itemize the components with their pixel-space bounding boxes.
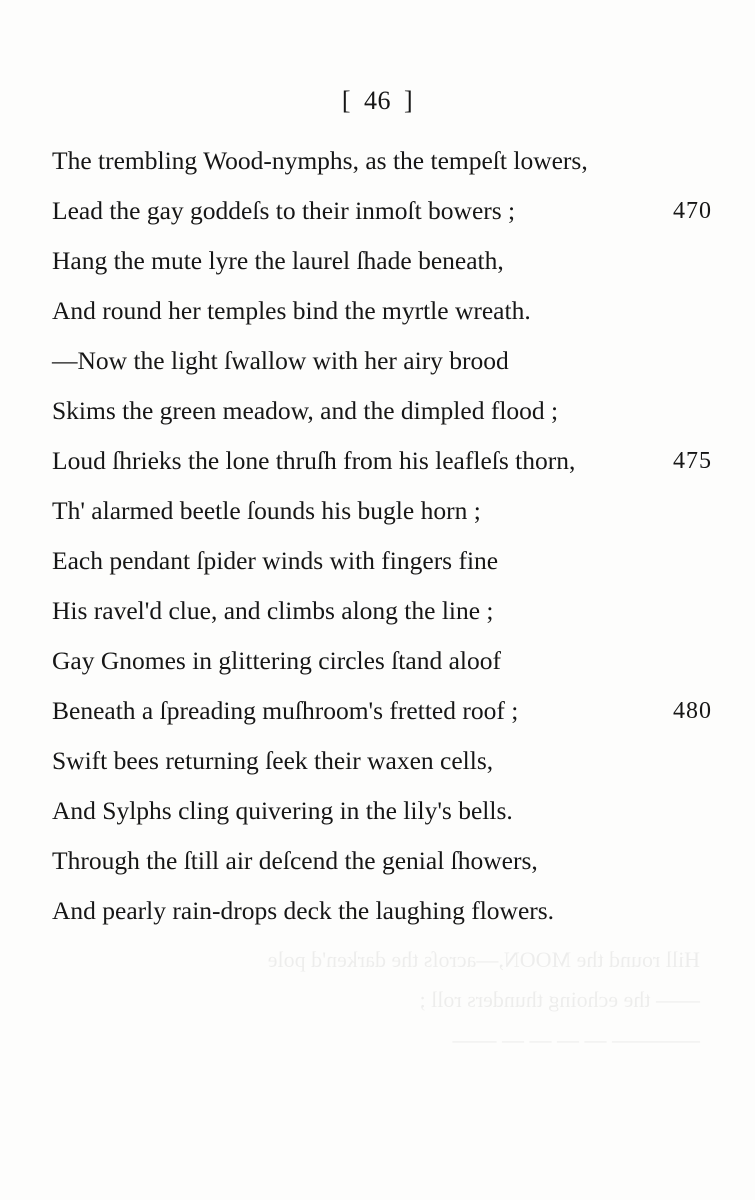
verse-line [52, 836, 722, 886]
verse-line-text: And round her temples bind the myrtle wreath. [52, 296, 531, 325]
verse-line [52, 736, 722, 786]
verse-line-text: Skims the green meadow, and the dimpled flood ; [52, 396, 559, 425]
line-number: 470 [673, 198, 712, 224]
verse-line [52, 436, 722, 486]
verse-line [52, 486, 722, 536]
line-number: 475 [673, 448, 712, 474]
verse-line [52, 186, 722, 236]
verse-line [52, 336, 722, 386]
verse-line [52, 236, 722, 286]
verse-line-text: Hang the mute lyre the laurel ſhade beneath, [52, 246, 504, 275]
verse-line-text: Each pendant ſpider winds with fingers fine [52, 546, 499, 575]
verse-line [52, 286, 722, 336]
verse-line [52, 686, 722, 736]
verse-line [52, 886, 722, 936]
verse-line [52, 136, 722, 186]
verse-line-text: Loud ſhrieks the lone thruſh from his leafleſs thorn, [52, 446, 576, 475]
verse-line-text: Swift bees returning ſeek their waxen cells, [52, 746, 494, 775]
verse-line [52, 536, 722, 586]
verse-line [52, 636, 722, 686]
verse-line-text: Beneath a ſpreading muſhroom's fretted roof ; [52, 696, 519, 725]
verse-line-text: Gay Gnomes in glittering circles ſtand aloof [52, 646, 501, 675]
page-number-value: 46 [364, 86, 391, 115]
verse-line-text: Through the ſtill air deſcend the genial ſhowers, [52, 846, 538, 875]
verse-line-text: Lead the gay goddeſs to their inmoſt bowers ; [52, 196, 516, 225]
verse-line [52, 386, 722, 436]
verse-line-text: Th' alarmed beetle ſounds his bugle horn ; [52, 496, 481, 525]
page-number-open-bracket: [ [341, 86, 351, 115]
line-number: 480 [673, 698, 712, 724]
page-number-close-bracket: ] [404, 86, 414, 115]
verse-line-text: And pearly rain-drops deck the laughing flowers. [52, 896, 555, 925]
verse-line-text: And Sylphs cling quivering in the lily's bells. [52, 796, 513, 825]
verse-line [52, 586, 722, 636]
page-number [0, 86, 755, 116]
verse-line [52, 786, 722, 836]
poem-verse [52, 136, 722, 936]
verse-line-text: His ravel'd clue, and climbs along the line ; [52, 596, 494, 625]
verse-line-text: —Now the light ſwallow with her airy brood [52, 346, 509, 375]
verse-line-text: The trembling Wood-nymphs, as the tempeſt lowers, [52, 146, 588, 175]
show-through-text: Hill round the MOON,—acroſs the darken'd pole —— the echoing thunders roll ; ———— — — — — —— [267, 947, 700, 1052]
